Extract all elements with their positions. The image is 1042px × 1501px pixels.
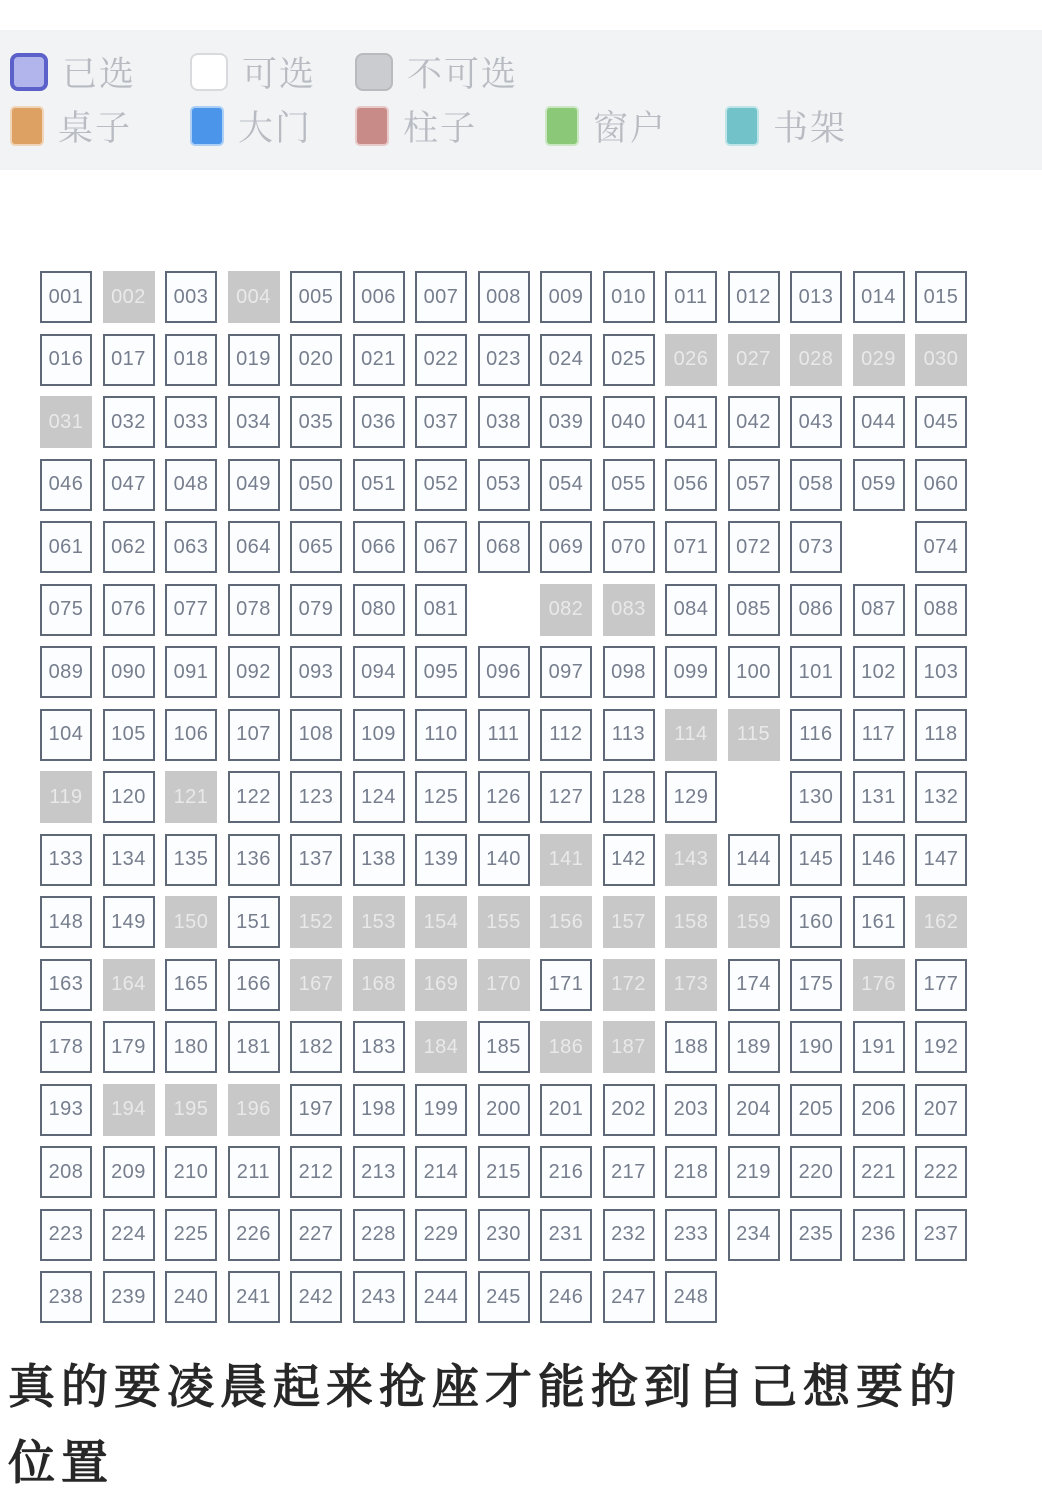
- seat-170: 170: [478, 959, 530, 1011]
- seat-164: 164: [103, 959, 155, 1011]
- seat-113[interactable]: 113: [603, 709, 655, 761]
- seat-123[interactable]: 123: [290, 771, 342, 823]
- seat-056[interactable]: 056: [665, 459, 717, 511]
- seat-238[interactable]: 238: [40, 1271, 92, 1323]
- seat-105[interactable]: 105: [103, 709, 155, 761]
- seat-064[interactable]: 064: [228, 521, 280, 573]
- seat-085[interactable]: 085: [728, 584, 780, 636]
- seat-021[interactable]: 021: [353, 334, 405, 386]
- seat-246[interactable]: 246: [540, 1271, 592, 1323]
- seat-196: 196: [228, 1084, 280, 1136]
- seat-232[interactable]: 232: [603, 1209, 655, 1261]
- seat-247[interactable]: 247: [603, 1271, 655, 1323]
- seat-160[interactable]: 160: [790, 896, 842, 948]
- seat-070[interactable]: 070: [603, 521, 655, 573]
- seat-211[interactable]: 211: [228, 1146, 280, 1198]
- seat-174[interactable]: 174: [728, 959, 780, 1011]
- seat-137[interactable]: 137: [290, 834, 342, 886]
- seat-045[interactable]: 045: [915, 396, 967, 448]
- caption-line-2: 位置: [8, 1436, 114, 1490]
- seat-039[interactable]: 039: [540, 396, 592, 448]
- seat-040[interactable]: 040: [603, 396, 655, 448]
- seat-165[interactable]: 165: [165, 959, 217, 1011]
- seat-110[interactable]: 110: [415, 709, 467, 761]
- seat-144[interactable]: 144: [728, 834, 780, 886]
- legend-item-window: [545, 101, 725, 151]
- seat-236[interactable]: 236: [853, 1209, 905, 1261]
- seat-081[interactable]: 081: [415, 584, 467, 636]
- seat-134[interactable]: 134: [103, 834, 155, 886]
- seat-223[interactable]: 223: [40, 1209, 92, 1261]
- seat-033[interactable]: 033: [165, 396, 217, 448]
- seat-078[interactable]: 078: [228, 584, 280, 636]
- seat-121: 121: [165, 771, 217, 823]
- seat-050[interactable]: 050: [290, 459, 342, 511]
- seat-051[interactable]: 051: [353, 459, 405, 511]
- seat-043[interactable]: 043: [790, 396, 842, 448]
- seat-060[interactable]: 060: [915, 459, 967, 511]
- seat-089[interactable]: 089: [40, 646, 92, 698]
- legend-label-window: 窗户: [593, 109, 668, 148]
- seat-191[interactable]: 191: [853, 1021, 905, 1073]
- window-swatch: [545, 106, 579, 146]
- seat-200[interactable]: 200: [478, 1084, 530, 1136]
- legend-label-selected: 已选: [62, 55, 137, 94]
- seat-116[interactable]: 116: [790, 709, 842, 761]
- seat-022[interactable]: 022: [415, 334, 467, 386]
- seat-047[interactable]: 047: [103, 459, 155, 511]
- seat-178[interactable]: 178: [40, 1021, 92, 1073]
- seat-202[interactable]: 202: [603, 1084, 655, 1136]
- seat-083: 083: [603, 584, 655, 636]
- seat-187: 187: [603, 1021, 655, 1073]
- seat-018[interactable]: 018: [165, 334, 217, 386]
- seat-014[interactable]: 014: [853, 271, 905, 323]
- seat-143: 143: [665, 834, 717, 886]
- legend-item-available: [190, 47, 355, 97]
- seat-235[interactable]: 235: [790, 1209, 842, 1261]
- seat-136[interactable]: 136: [228, 834, 280, 886]
- seat-118[interactable]: 118: [915, 709, 967, 761]
- seat-157: 157: [603, 896, 655, 948]
- seat-120[interactable]: 120: [103, 771, 155, 823]
- seat-184: 184: [415, 1021, 467, 1073]
- seat-094[interactable]: 094: [353, 646, 405, 698]
- seat-152: 152: [290, 896, 342, 948]
- seat-038[interactable]: 038: [478, 396, 530, 448]
- seat-005[interactable]: 005: [290, 271, 342, 323]
- seat-206[interactable]: 206: [853, 1084, 905, 1136]
- seat-154: 154: [415, 896, 467, 948]
- seat-074[interactable]: 074: [915, 521, 967, 573]
- seat-map: [40, 271, 1042, 1323]
- seat-012[interactable]: 012: [728, 271, 780, 323]
- seat-084[interactable]: 084: [665, 584, 717, 636]
- seat-023[interactable]: 023: [478, 334, 530, 386]
- seat-208[interactable]: 208: [40, 1146, 92, 1198]
- seat-185[interactable]: 185: [478, 1021, 530, 1073]
- seat-065[interactable]: 065: [290, 521, 342, 573]
- seat-139[interactable]: 139: [415, 834, 467, 886]
- seat-240[interactable]: 240: [165, 1271, 217, 1323]
- seat-072[interactable]: 072: [728, 521, 780, 573]
- seat-207[interactable]: 207: [915, 1084, 967, 1136]
- pillar-swatch: [355, 106, 389, 146]
- seat-071[interactable]: 071: [665, 521, 717, 573]
- table-swatch: [10, 106, 44, 146]
- seat-183[interactable]: 183: [353, 1021, 405, 1073]
- seat-149[interactable]: 149: [103, 896, 155, 948]
- seat-016[interactable]: 016: [40, 334, 92, 386]
- seat-058[interactable]: 058: [790, 459, 842, 511]
- seat-228[interactable]: 228: [353, 1209, 405, 1261]
- seat-044[interactable]: 044: [853, 396, 905, 448]
- seat-125[interactable]: 125: [415, 771, 467, 823]
- seat-233[interactable]: 233: [665, 1209, 717, 1261]
- seat-161[interactable]: 161: [853, 896, 905, 948]
- bookshelf-swatch: [725, 106, 759, 146]
- legend-label-pillar: 柱子: [403, 109, 478, 148]
- seat-013[interactable]: 013: [790, 271, 842, 323]
- seat-119: 119: [40, 771, 92, 823]
- seat-146[interactable]: 146: [853, 834, 905, 886]
- seat-248[interactable]: 248: [665, 1271, 717, 1323]
- seat-221[interactable]: 221: [853, 1146, 905, 1198]
- seat-162: 162: [915, 896, 967, 948]
- seat-220[interactable]: 220: [790, 1146, 842, 1198]
- seat-035[interactable]: 035: [290, 396, 342, 448]
- selected-swatch: [10, 53, 48, 91]
- seat-007[interactable]: 007: [415, 271, 467, 323]
- seat-225[interactable]: 225: [165, 1209, 217, 1261]
- seat-112[interactable]: 112: [540, 709, 592, 761]
- seat-053[interactable]: 053: [478, 459, 530, 511]
- seat-025[interactable]: 025: [603, 334, 655, 386]
- seat-031: 031: [40, 396, 92, 448]
- seat-042[interactable]: 042: [728, 396, 780, 448]
- seat-135[interactable]: 135: [165, 834, 217, 886]
- seat-027: 027: [728, 334, 780, 386]
- seat-036[interactable]: 036: [353, 396, 405, 448]
- seat-076[interactable]: 076: [103, 584, 155, 636]
- seat-107[interactable]: 107: [228, 709, 280, 761]
- seat-011[interactable]: 011: [665, 271, 717, 323]
- seat-077[interactable]: 077: [165, 584, 217, 636]
- seat-212[interactable]: 212: [290, 1146, 342, 1198]
- seat-068[interactable]: 068: [478, 521, 530, 573]
- seat-001[interactable]: 001: [40, 271, 92, 323]
- seat-010[interactable]: 010: [603, 271, 655, 323]
- seat-168: 168: [353, 959, 405, 1011]
- seat-159: 159: [728, 896, 780, 948]
- legend-row-states: [10, 50, 1032, 94]
- seat-129[interactable]: 129: [665, 771, 717, 823]
- seat-242[interactable]: 242: [290, 1271, 342, 1323]
- seat-163[interactable]: 163: [40, 959, 92, 1011]
- seat-017[interactable]: 017: [103, 334, 155, 386]
- seat-192[interactable]: 192: [915, 1021, 967, 1073]
- seat-147[interactable]: 147: [915, 834, 967, 886]
- seat-067[interactable]: 067: [415, 521, 467, 573]
- seat-009[interactable]: 009: [540, 271, 592, 323]
- seat-217[interactable]: 217: [603, 1146, 655, 1198]
- seat-227[interactable]: 227: [290, 1209, 342, 1261]
- seat-169: 169: [415, 959, 467, 1011]
- seat-133[interactable]: 133: [40, 834, 92, 886]
- seat-048[interactable]: 048: [165, 459, 217, 511]
- seat-215[interactable]: 215: [478, 1146, 530, 1198]
- legend-label-bookshelf: 书架: [773, 109, 848, 148]
- legend-item-bookshelf: [725, 101, 847, 151]
- seat-059[interactable]: 059: [853, 459, 905, 511]
- seat-057[interactable]: 057: [728, 459, 780, 511]
- seat-114: 114: [665, 709, 717, 761]
- seat-138[interactable]: 138: [353, 834, 405, 886]
- seat-103[interactable]: 103: [915, 646, 967, 698]
- seat-231[interactable]: 231: [540, 1209, 592, 1261]
- legend-row-zones: [10, 104, 1032, 148]
- seat-189[interactable]: 189: [728, 1021, 780, 1073]
- seat-158: 158: [665, 896, 717, 948]
- seat-182[interactable]: 182: [290, 1021, 342, 1073]
- seat-006[interactable]: 006: [353, 271, 405, 323]
- seat-237[interactable]: 237: [915, 1209, 967, 1261]
- seat-003[interactable]: 003: [165, 271, 217, 323]
- seat-176: 176: [853, 959, 905, 1011]
- seat-126[interactable]: 126: [478, 771, 530, 823]
- seat-104[interactable]: 104: [40, 709, 92, 761]
- seat-188[interactable]: 188: [665, 1021, 717, 1073]
- seat-219[interactable]: 219: [728, 1146, 780, 1198]
- seat-181[interactable]: 181: [228, 1021, 280, 1073]
- seat-091[interactable]: 091: [165, 646, 217, 698]
- seat-218[interactable]: 218: [665, 1146, 717, 1198]
- seat-075[interactable]: 075: [40, 584, 92, 636]
- seat-226[interactable]: 226: [228, 1209, 280, 1261]
- seat-130[interactable]: 130: [790, 771, 842, 823]
- seat-062[interactable]: 062: [103, 521, 155, 573]
- seat-230[interactable]: 230: [478, 1209, 530, 1261]
- seat-073[interactable]: 073: [790, 521, 842, 573]
- seat-148[interactable]: 148: [40, 896, 92, 948]
- seat-177[interactable]: 177: [915, 959, 967, 1011]
- seat-054[interactable]: 054: [540, 459, 592, 511]
- seat-026: 026: [665, 334, 717, 386]
- seat-243[interactable]: 243: [353, 1271, 405, 1323]
- seat-142[interactable]: 142: [603, 834, 655, 886]
- seat-020[interactable]: 020: [290, 334, 342, 386]
- seat-080[interactable]: 080: [353, 584, 405, 636]
- seat-095[interactable]: 095: [415, 646, 467, 698]
- seat-180[interactable]: 180: [165, 1021, 217, 1073]
- legend-item-selected: [10, 47, 190, 97]
- legend-item-unavailable: [355, 47, 518, 97]
- seat-193[interactable]: 193: [40, 1084, 92, 1136]
- seat-030: 030: [915, 334, 967, 386]
- seat-028: 028: [790, 334, 842, 386]
- seat-109[interactable]: 109: [353, 709, 405, 761]
- seat-124[interactable]: 124: [353, 771, 405, 823]
- seat-099[interactable]: 099: [665, 646, 717, 698]
- seat-061[interactable]: 061: [40, 521, 92, 573]
- seat-245[interactable]: 245: [478, 1271, 530, 1323]
- seat-049[interactable]: 049: [228, 459, 280, 511]
- seat-082: 082: [540, 584, 592, 636]
- seat-090[interactable]: 090: [103, 646, 155, 698]
- seat-102[interactable]: 102: [853, 646, 905, 698]
- seat-241[interactable]: 241: [228, 1271, 280, 1323]
- seat-002: 002: [103, 271, 155, 323]
- unavailable-swatch: [355, 53, 393, 91]
- seat-093[interactable]: 093: [290, 646, 342, 698]
- seat-210[interactable]: 210: [165, 1146, 217, 1198]
- seat-150: 150: [165, 896, 217, 948]
- seat-166[interactable]: 166: [228, 959, 280, 1011]
- seat-213[interactable]: 213: [353, 1146, 405, 1198]
- legend: [0, 30, 1042, 170]
- seat-101[interactable]: 101: [790, 646, 842, 698]
- seat-141: 141: [540, 834, 592, 886]
- seat-173: 173: [665, 959, 717, 1011]
- seat-167: 167: [290, 959, 342, 1011]
- seat-041[interactable]: 041: [665, 396, 717, 448]
- seat-029: 029: [853, 334, 905, 386]
- seat-205[interactable]: 205: [790, 1084, 842, 1136]
- seat-216[interactable]: 216: [540, 1146, 592, 1198]
- seat-190[interactable]: 190: [790, 1021, 842, 1073]
- seat-024[interactable]: 024: [540, 334, 592, 386]
- seat-209[interactable]: 209: [103, 1146, 155, 1198]
- legend-item-table: [10, 101, 190, 151]
- seat-066[interactable]: 066: [353, 521, 405, 573]
- seat-008[interactable]: 008: [478, 271, 530, 323]
- seat-015[interactable]: 015: [915, 271, 967, 323]
- legend-label-unavailable: 不可选: [407, 55, 519, 94]
- caption-text: [8, 1349, 1034, 1501]
- seat-127[interactable]: 127: [540, 771, 592, 823]
- seat-151[interactable]: 151: [228, 896, 280, 948]
- seat-117[interactable]: 117: [853, 709, 905, 761]
- seat-132[interactable]: 132: [915, 771, 967, 823]
- seat-171[interactable]: 171: [540, 959, 592, 1011]
- seat-145[interactable]: 145: [790, 834, 842, 886]
- seat-019[interactable]: 019: [228, 334, 280, 386]
- seat-088[interactable]: 088: [915, 584, 967, 636]
- seat-032[interactable]: 032: [103, 396, 155, 448]
- seat-106[interactable]: 106: [165, 709, 217, 761]
- legend-item-door: [190, 101, 355, 151]
- seat-224[interactable]: 224: [103, 1209, 155, 1261]
- seat-115: 115: [728, 709, 780, 761]
- available-swatch: [190, 53, 228, 91]
- seat-214[interactable]: 214: [415, 1146, 467, 1198]
- seat-079[interactable]: 079: [290, 584, 342, 636]
- seat-128[interactable]: 128: [603, 771, 655, 823]
- seat-092[interactable]: 092: [228, 646, 280, 698]
- top-strip: [0, 0, 1042, 30]
- seat-179[interactable]: 179: [103, 1021, 155, 1073]
- seat-199[interactable]: 199: [415, 1084, 467, 1136]
- seat-131[interactable]: 131: [853, 771, 905, 823]
- seat-229[interactable]: 229: [415, 1209, 467, 1261]
- seat-153: 153: [353, 896, 405, 948]
- seat-063[interactable]: 063: [165, 521, 217, 573]
- seat-239[interactable]: 239: [103, 1271, 155, 1323]
- legend-label-available: 可选: [242, 55, 317, 94]
- legend-label-door: 大门: [238, 109, 313, 148]
- seat-087[interactable]: 087: [853, 584, 905, 636]
- seat-111[interactable]: 111: [478, 709, 530, 761]
- seat-194: 194: [103, 1084, 155, 1136]
- door-swatch: [190, 106, 224, 146]
- seat-122[interactable]: 122: [228, 771, 280, 823]
- seat-055[interactable]: 055: [603, 459, 655, 511]
- seat-222[interactable]: 222: [915, 1146, 967, 1198]
- seat-grid: [40, 271, 1042, 1323]
- seat-046[interactable]: 046: [40, 459, 92, 511]
- legend-item-pillar: [355, 101, 545, 151]
- seat-204[interactable]: 204: [728, 1084, 780, 1136]
- seat-156: 156: [540, 896, 592, 948]
- seat-108[interactable]: 108: [290, 709, 342, 761]
- legend-label-table: 桌子: [58, 109, 133, 148]
- seat-175[interactable]: 175: [790, 959, 842, 1011]
- seat-155: 155: [478, 896, 530, 948]
- caption-line-1: 真的要凌晨起来抢座才能抢到自己想要的: [8, 1360, 962, 1413]
- seat-140[interactable]: 140: [478, 834, 530, 886]
- seat-201[interactable]: 201: [540, 1084, 592, 1136]
- seat-097[interactable]: 097: [540, 646, 592, 698]
- seat-037[interactable]: 037: [415, 396, 467, 448]
- seat-172: 172: [603, 959, 655, 1011]
- seat-069[interactable]: 069: [540, 521, 592, 573]
- seat-004: 004: [228, 271, 280, 323]
- seat-195: 195: [165, 1084, 217, 1136]
- seat-186: 186: [540, 1021, 592, 1073]
- seat-096[interactable]: 096: [478, 646, 530, 698]
- seat-198[interactable]: 198: [353, 1084, 405, 1136]
- seat-034[interactable]: 034: [228, 396, 280, 448]
- seat-098[interactable]: 098: [603, 646, 655, 698]
- seat-086[interactable]: 086: [790, 584, 842, 636]
- seat-244[interactable]: 244: [415, 1271, 467, 1323]
- seat-197[interactable]: 197: [290, 1084, 342, 1136]
- seat-203[interactable]: 203: [665, 1084, 717, 1136]
- seat-052[interactable]: 052: [415, 459, 467, 511]
- seat-234[interactable]: 234: [728, 1209, 780, 1261]
- seat-100[interactable]: 100: [728, 646, 780, 698]
